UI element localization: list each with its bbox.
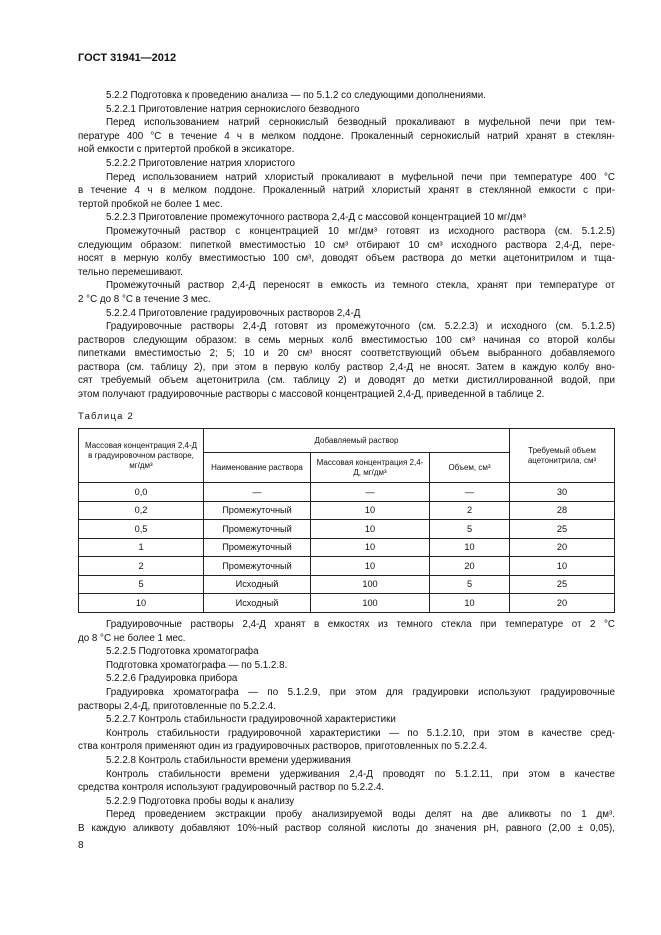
table-cell: 10: [430, 538, 510, 557]
text-line: Промежуточный раствор с концентрацией 10 мг/дм³ готовят из исходного раствора (см. 5.1.2.5): [106, 225, 615, 237]
table-cell: 2: [79, 557, 204, 576]
table-row: [79, 520, 615, 539]
text-line: пипетками вместимостью 2; 5; 10 и 20 см³ вносят соответствующий объем выбранного добавляемого: [78, 348, 615, 360]
table-row: [79, 501, 615, 520]
table-cell: 10: [311, 501, 430, 520]
table-cell: Исходный: [204, 594, 311, 613]
header-added-solution: Добавляемый раствор: [204, 429, 510, 453]
table-caption: Таблица 2: [78, 411, 134, 422]
text-line: тертой пробкой не более 1 мес.: [78, 198, 223, 210]
table-row: [79, 557, 615, 576]
table-cell: 0,2: [79, 501, 204, 520]
table-row: [79, 538, 615, 557]
text-line: 5.2.2.2 Приготовление натрия хлористого: [106, 157, 295, 169]
table-cell: 10: [311, 520, 430, 539]
table-cell: 5: [79, 575, 204, 594]
text-line: В каждую аликвоту добавляют 10%-ный раствор соляной кислоты до значения pH, равного (2,00 ± 0,05),: [78, 822, 615, 834]
table-cell: 2: [430, 501, 510, 520]
text-line: Контроль стабильности градуировочной характеристики — по 5.1.2.10, при этом в качестве сред-: [106, 727, 615, 739]
table-cell: 10: [311, 538, 430, 557]
text-line: сят требуемый объем ацетонитрила (см. таблицу 2) и доводят до метки дистиллированной водой, при: [78, 375, 615, 387]
text-line: 2 °C до 8 °C в течение 3 мес.: [78, 293, 211, 305]
table-cell: 100: [311, 575, 430, 594]
table-cell: 30: [510, 483, 615, 502]
text-line: Градуировка хроматографа — по 5.1.2.9, при этом для градуировки используют градуировочные: [106, 686, 615, 698]
text-line: в течение 4 ч в мелком поддоне. Прокаленный натрий хлористый хранят в стеклянной емкости с при-: [78, 185, 615, 197]
table-cell: 0,5: [79, 520, 204, 539]
table-cell: 28: [510, 501, 615, 520]
text-line: до 8 °C не более 1 мес.: [78, 632, 186, 644]
text-line: растворы 2,4-Д, приготовленные по 5.2.2.4.: [78, 700, 276, 712]
table-cell: 0,0: [79, 483, 204, 502]
text-line: 5.2.2.3 Приготовление промежуточного раствора 2,4-Д с массовой концентрацией 10 мг/дм³: [106, 212, 526, 224]
text-line: Градуировочные растворы 2,4-Д хранят в емкостях из темного стекла при температуре от 2 °C: [106, 619, 615, 630]
table-cell: Промежуточный: [204, 557, 311, 576]
table-cell: 20: [430, 557, 510, 576]
table-cell: Промежуточный: [204, 538, 311, 557]
text-line: Контроль стабильности времени удерживания 2,4-Д проводят по 5.1.2.11, при этом в качестве: [106, 768, 615, 780]
table-cell: 20: [510, 594, 615, 613]
table-row: [79, 575, 615, 594]
table-cell: 25: [510, 575, 615, 594]
text-line: пературе 400 °C в течение 4 ч в мелком поддоне. Прокаленный сернокислый натрий хранят в стеклян-: [78, 130, 615, 142]
table-cell: Промежуточный: [204, 501, 311, 520]
text-line: тельно перемешивают.: [78, 266, 183, 278]
text-line: раствора (см. таблицу 2), при этом в первую колбу раствор 2,4-Д не вносят. Затем в каждую колбу вно-: [78, 361, 615, 373]
header-acetonitrile-volume: Требуемый объем ацетонитрила, см³: [510, 429, 615, 483]
text-line: носят в мерную колбу вместимостью 100 см³, доводят объем раствора до метки ацетонитрилом и тща-: [78, 253, 615, 265]
text-line: Перед использованием натрий сернокислый безводный прокаливают в муфельной печи при тем-: [106, 117, 615, 129]
header-solution-concentration: Массовая концентрация 2,4-Д, мг/дм³: [311, 453, 430, 483]
table-cell: 5: [430, 575, 510, 594]
table-cell: 10: [311, 557, 430, 576]
header-calib-concentration: Массовая концентрация 2,4-Д в градуировочном растворе, мг/дм³: [79, 429, 204, 483]
table-cell: —: [311, 483, 430, 502]
text-line: 5.2.2.5 Подготовка хроматографа: [106, 646, 259, 658]
table-cell: 10: [510, 557, 615, 576]
text-line: Перед использованием натрий хлористый прокаливают в муфельной печи при температуре 400 °C: [106, 171, 615, 183]
text-line: средства контроля используют градуировочный раствор по 5.2.2.4.: [78, 782, 385, 794]
text-line: 5.2.2.6 Градуировка прибора: [106, 673, 238, 685]
text-line: Подготовка хроматографа — по 5.1.2.8.: [106, 659, 288, 671]
document-header: ГОСТ 31941—2012: [78, 52, 177, 64]
calibration-table: [78, 428, 615, 613]
table-cell: Исходный: [204, 575, 311, 594]
text-line: ства контроля применяют один из градуировочных растворов, приготовленных по 5.2.2.4.: [78, 741, 488, 753]
table-cell: Промежуточный: [204, 520, 311, 539]
text-line: 5.2.2.1 Приготовление натрия сернокислого безводного: [106, 103, 360, 115]
page-number: 8: [78, 840, 84, 851]
text-line: 5.2.2.8 Контроль стабильности времени удерживания: [106, 754, 351, 766]
header-volume: Объем, см³: [430, 453, 510, 483]
text-line: растворов следующим образом: в семь мерных колб вместимостью 100 см³ начиная со второй колбы: [78, 334, 615, 346]
table-cell: 25: [510, 520, 615, 539]
text-line: 5.2.2.7 Контроль стабильности градуировочной характеристики: [106, 714, 396, 726]
text-line: Перед проведением экстракции пробу анализируемой воды делят на две аликвоты по 1 дм³.: [106, 809, 615, 821]
table-row: [79, 594, 615, 613]
text-line: 5.2.2.4 Приготовление градуировочных растворов 2,4-Д: [106, 307, 361, 319]
text-line: следующим образом: пипеткой вместимостью 10 см³ отбирают 10 см³ исходного раствора 2,4-Д, пере-: [78, 239, 615, 251]
text-line: Градуировочные растворы 2,4-Д готовят из промежуточного (см. 5.2.2.3) и исходного (см. 5.1.2.5): [106, 321, 615, 333]
text-line: 5.2.2 Подготовка к проведению анализа — по 5.1.2 со следующими дополнениями.: [106, 90, 486, 101]
header-solution-name: Наименование раствора: [204, 453, 311, 483]
text-line: 5.2.2.9 Подготовка пробы воды к анализу: [106, 795, 295, 807]
text-block-1: [78, 89, 615, 402]
table-cell: 100: [311, 594, 430, 613]
table-cell: —: [204, 483, 311, 502]
table-row: [79, 483, 615, 502]
text-line: ной емкости с притертой пробкой в эксикаторе.: [78, 144, 295, 156]
text-block-2: [78, 618, 615, 836]
table-cell: 20: [510, 538, 615, 557]
text-line: этом получают градуировочные растворы с массовой концентрацией 2,4-Д, приведенной в таблице 2.: [78, 389, 545, 401]
text-line: Промежуточный раствор 2,4-Д переносят в емкость из темного стекла, хранят при температуре от: [106, 280, 615, 292]
table-cell: 1: [79, 538, 204, 557]
table-cell: 5: [430, 520, 510, 539]
table-cell: 10: [430, 594, 510, 613]
table-cell: —: [430, 483, 510, 502]
table-cell: 10: [79, 594, 204, 613]
